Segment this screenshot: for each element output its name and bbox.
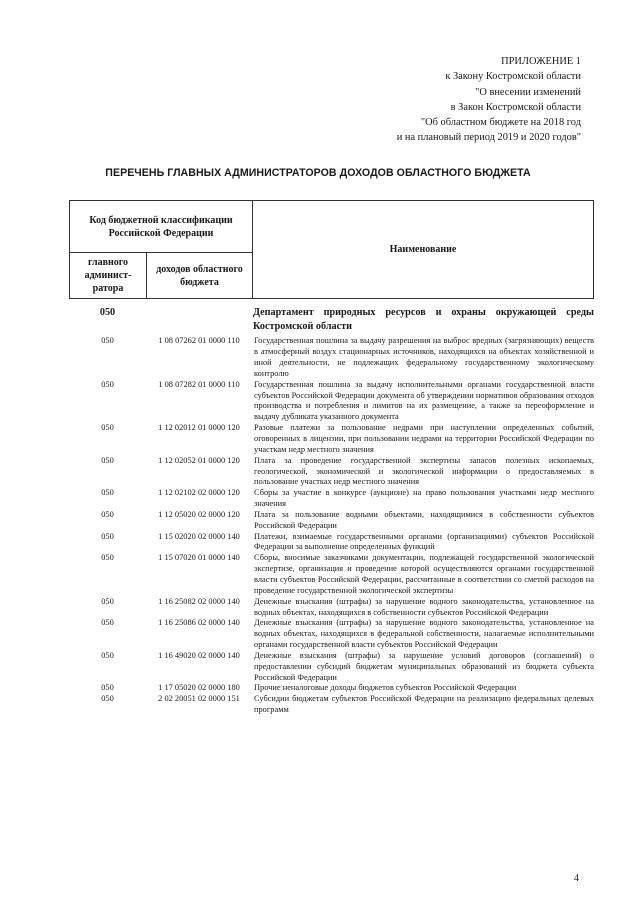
table-row: [69, 380, 594, 423]
income-name: Сборы, вносимые заказчиками документации, подлежащей государственной экологической экспертизе, организация и проведение которой осуществляются органами государственной власти субъектов Российской Федерации, рассчитанные в соответствии со сметой расходов на проведение государственной экологической экспертизы: [254, 553, 594, 595]
income-name: Плата за пользование водными объектами, находящимися в собственности субъектов Российской Федерации: [254, 509, 594, 530]
table-header: [69, 200, 594, 299]
header-budget-code-group: Код бюджетной классификации Российской Федерации: [70, 201, 253, 253]
income-name: Платежи, взимаемые государственными органами (организациями) субъектов Российской Федерации за выполнение определенных функций: [254, 531, 594, 552]
income-code: 1 16 49020 02 0000 140: [158, 650, 240, 660]
table-row: [69, 488, 594, 510]
table-row: [69, 694, 594, 716]
admin-code: 050: [101, 336, 114, 346]
appendix-line: "О внесении изменений: [475, 86, 581, 98]
table-row: [69, 618, 594, 651]
page-number: 4: [574, 873, 579, 884]
appendix-line: ПРИЛОЖЕНИЕ 1: [501, 56, 581, 67]
admin-code: 050: [101, 683, 114, 693]
admin-code: 050: [101, 509, 114, 519]
income-code: 1 08 07282 01 0000 110: [158, 379, 240, 389]
table-row: [69, 553, 594, 596]
admin-code: 050: [101, 488, 114, 498]
department-code: 050: [99, 307, 116, 318]
department-row: [69, 306, 594, 334]
document-title: ПЕРЕЧЕНЬ ГЛАВНЫХ АДМИНИСТРАТОРОВ ДОХОДОВ ОБЛАСТНОГО БЮДЖЕТА: [105, 167, 531, 179]
table-row: [69, 651, 594, 684]
income-name: Государственная пошлина за выдачу разрешения на выброс вредных (загрязняющих) веществ в атмосферный воздух стационарных источников, находящихся на объектах хозяйственной и иной деятельности, не подлежащих федеральному государственному экологическому контролю: [254, 336, 594, 378]
table-row: [69, 532, 594, 554]
income-name: Субсидии бюджетам субъектов Российской Федерации на реализацию федеральных целевых программ: [254, 694, 594, 715]
income-code: 1 12 02052 01 0000 120: [158, 455, 240, 465]
income-code: 1 15 07020 01 0000 140: [158, 553, 240, 563]
appendix-line: в Закон Костромской области: [450, 101, 581, 113]
admin-code: 050: [101, 694, 114, 704]
income-name: Государственная пошлина за выдачу исполнительными органами государственной власти субъектов Российской Федерации документа об утверждении нормативов образования отходов производства и потребления и лимитов на их размещение, а также за переоформление и выдачу дубликата указанного документа: [254, 379, 594, 422]
table-row: [69, 683, 594, 694]
admin-code: 050: [101, 531, 114, 541]
appendix-block: [397, 54, 581, 146]
appendix-line: к Закону Костромской области: [445, 71, 581, 83]
table-row: [69, 456, 594, 489]
income-code: 1 12 02012 01 0000 120: [158, 423, 240, 433]
income-name: Сборы за участие в конкурсе (аукционе) на право пользования участками недр местного значения: [254, 488, 594, 509]
header-income-code: доходов областного бюджета: [147, 253, 253, 299]
admin-code: 050: [101, 553, 114, 563]
income-name: Прочие неналоговые доходы бюджетов субъектов Российской Федерации: [254, 683, 517, 693]
income-code: 1 15 02020 02 0000 140: [158, 531, 240, 541]
table-row: [69, 510, 594, 532]
header-name: Наименование: [253, 201, 594, 299]
income-code: 1 12 02102 02 0000 120: [158, 488, 240, 498]
income-code: 1 17 05020 02 0000 180: [158, 683, 240, 693]
table-row: [69, 597, 594, 619]
admin-code: 050: [101, 596, 114, 606]
income-code: 2 02 20051 02 0000 151: [158, 694, 240, 704]
admin-code: 050: [101, 423, 114, 433]
income-name: Денежные взыскания (штрафы) за нарушение водного законодательства, установленное на водных объектах, находящихся в собственности субъектов Российской Федерации: [254, 596, 594, 617]
admin-code: 050: [101, 455, 114, 465]
admin-code: 050: [101, 618, 114, 628]
income-code: 1 12 05020 02 0000 120: [158, 509, 240, 519]
header-admin-code: главного админист-ратора: [70, 253, 147, 299]
income-name: Денежные взыскания (штрафы) за нарушение водного законодательства, установленное на водных объектах, находящихся в федеральной собственности, налагаемые исполнительными органами государственной власти субъектов Российской Федерации: [254, 618, 594, 650]
income-name: Разовые платежи за пользование недрами при наступлении определенных событий, оговоренных в лицензии, при пользовании недрами на территории Российской Федерации по участкам недр местного значения: [254, 423, 594, 454]
income-name: Плата за проведение государственной экспертизы запасов полезных ископаемых, геологической, экономической и экологической информации о предоставляемых в пользование участках недр местного значения: [254, 455, 594, 487]
income-code: 1 16 25082 02 0000 140: [158, 596, 240, 606]
income-code: 1 16 25086 02 0000 140: [158, 618, 240, 628]
table-row: [69, 423, 594, 456]
admin-code: 050: [101, 379, 114, 389]
income-code: 1 08 07262 01 0000 110: [158, 336, 240, 346]
income-name: Денежные взыскания (штрафы) за нарушение условий договоров (соглашений) о предоставлении субсидий бюджетам муниципальных образований из бюджета субъекта Российской Федерации: [254, 650, 594, 682]
table-body: [69, 306, 594, 716]
department-name: Департамент природных ресурсов и охраны окружающей среды Костромской области: [253, 307, 594, 333]
table-row: [69, 336, 594, 379]
appendix-line: "Об областном бюджете на 2018 год: [420, 117, 581, 129]
admin-code: 050: [101, 650, 114, 660]
appendix-line: и на плановый период 2019 и 2020 годов": [396, 132, 581, 144]
